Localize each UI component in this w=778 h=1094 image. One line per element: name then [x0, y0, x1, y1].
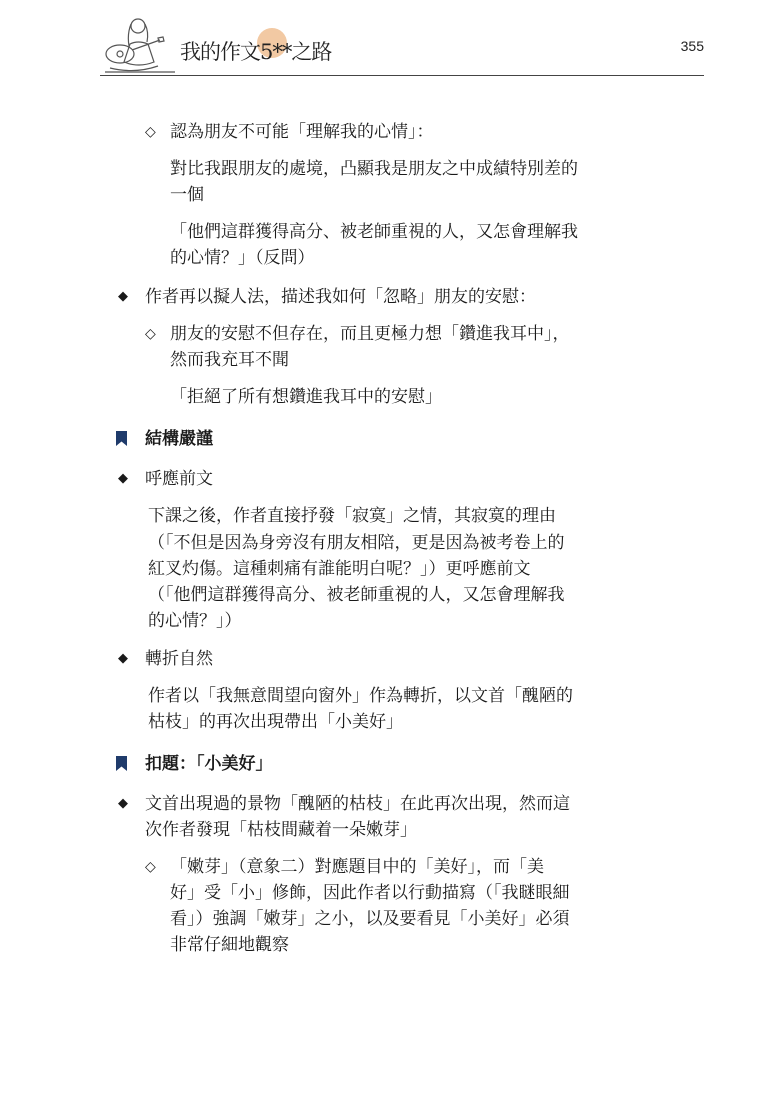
- paragraph-line: 的心情？」）: [148, 611, 242, 631]
- sub-point: 看」）強調「嫩芽」之小，以及要看見「小美好」必須: [170, 909, 570, 929]
- bullet-point: 次作者發現「枯枝間藏着一朵嫩芽」: [145, 820, 417, 840]
- solid-diamond-icon: ◆: [118, 796, 128, 811]
- section-heading: 結構嚴謹: [145, 429, 213, 449]
- solid-diamond-icon: ◆: [118, 289, 128, 304]
- paragraph-line: 作者以「我無意間望向窗外」作為轉折，以文首「醜陋的: [148, 686, 573, 706]
- open-diamond-icon: ◇: [145, 124, 156, 140]
- sub-point: 「嫩芽」（意象二）對應題目中的「美好」，而「美: [170, 857, 544, 877]
- page-number: 355: [680, 38, 704, 54]
- page-header: [100, 10, 704, 76]
- paragraph-line: （「不但是因為身旁沒有朋友相陪，更是因為被考卷上的: [148, 533, 565, 553]
- paragraph-line: 對比我跟朋友的處境，凸顯我是朋友之中成績特別差的: [170, 159, 578, 179]
- section-heading: 扣題：「小美好」: [145, 754, 273, 774]
- bullet-point: 作者再以擬人法，描述我如何「忽略」朋友的安慰：: [145, 287, 536, 307]
- header-divider: [100, 75, 704, 76]
- sub-point: 好」受「小」修飾，因此作者以行動描寫（「我瞇眼細: [170, 883, 570, 903]
- solid-diamond-icon: ◆: [118, 651, 128, 666]
- sub-point: 非常仔細地觀察: [170, 935, 289, 955]
- sub-point: 朋友的安慰不但存在，而且更極力想「鑽進我耳中」，: [170, 324, 570, 344]
- bookmark-icon: [116, 431, 127, 446]
- book-title-logo: 我的作文5**之路: [180, 40, 332, 64]
- bullet-point: 文首出現過的景物「醜陋的枯枝」在此再次出現，然而這: [145, 794, 570, 814]
- sub-point: 認為朋友不可能「理解我的心情」：: [170, 122, 434, 142]
- paragraph-line: 枯枝」的再次出現帶出「小美好」: [148, 712, 403, 732]
- paragraph-line: 紅叉灼傷。這種刺痛有誰能明白呢？」）更呼應前文: [148, 559, 531, 579]
- open-diamond-icon: ◇: [145, 859, 156, 875]
- paragraph-line: （「他們這群獲得高分、被老師重視的人，又怎會理解我: [148, 585, 565, 605]
- sub-point: 然而我充耳不聞: [170, 350, 289, 370]
- paragraph-line: 下課之後，作者直接抒發「寂寞」之情，其寂寞的理由: [148, 506, 556, 526]
- bullet-point: 轉折自然: [145, 649, 213, 669]
- quote-line: 「拒絕了所有想鑽進我耳中的安慰」: [170, 387, 442, 407]
- bullet-point: 呼應前文: [145, 469, 213, 489]
- guitar-girl-sketch-icon: [100, 10, 190, 76]
- bookmark-icon: [116, 756, 127, 771]
- paragraph-line: 一個: [170, 185, 204, 205]
- solid-diamond-icon: ◆: [118, 471, 128, 486]
- book-logo: [100, 10, 360, 76]
- open-diamond-icon: ◇: [145, 326, 156, 342]
- quote-line: 「他們這群獲得高分、被老師重視的人，又怎會理解我: [170, 222, 578, 242]
- quote-line: 的心情？」（反問）: [170, 248, 315, 268]
